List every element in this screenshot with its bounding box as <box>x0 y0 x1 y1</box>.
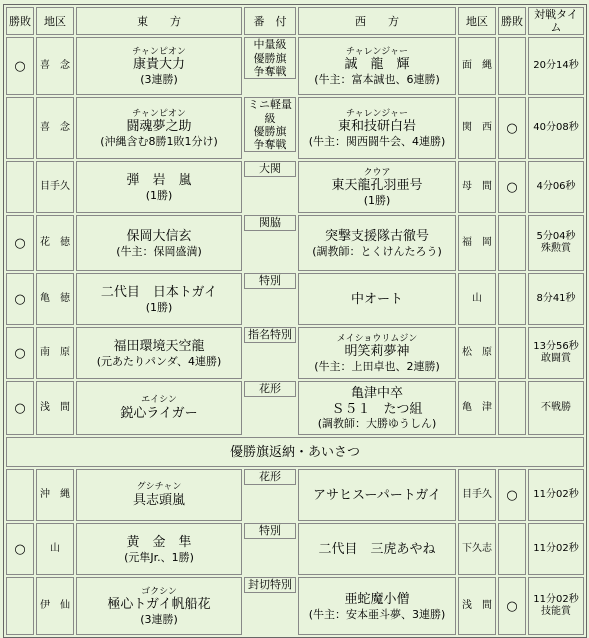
east-region: 花 徳 <box>36 215 74 271</box>
bout-row <box>6 327 584 379</box>
east-bull <box>76 215 242 271</box>
west-region: 福 岡 <box>458 215 496 271</box>
west-bull <box>298 381 456 435</box>
bout-row <box>6 273 584 325</box>
rank: 封切特別 <box>244 577 296 592</box>
west-ruby: チャレンジャー <box>345 108 409 119</box>
east-result <box>6 577 34 635</box>
east-name: 保岡大信玄 <box>126 228 192 244</box>
west-bull <box>298 215 456 271</box>
east-record: (元隼Jr.、1勝) <box>124 550 194 564</box>
east-ruby: チャンピオン <box>132 46 186 57</box>
east-region: 亀 徳 <box>36 273 74 325</box>
west-result: ○ <box>498 577 526 635</box>
west-record: (牛主：上田卓也、2連勝) <box>314 359 440 373</box>
west-name: 二代目 三虎あやね <box>318 541 436 557</box>
west-result: ○ <box>498 469 526 521</box>
west-name: アサヒスーパートガイ <box>313 487 441 503</box>
east-region: 浅 間 <box>36 381 74 435</box>
bout-time: 4分06秒 <box>528 161 584 213</box>
section-row <box>6 437 584 467</box>
west-bull <box>298 161 456 213</box>
bout-time: 5分04秒 殊勲賞 <box>528 215 584 271</box>
east-bull <box>76 327 242 379</box>
rank: 特別 <box>244 523 296 538</box>
bout-time: 8分41秒 <box>528 273 584 325</box>
west-bull <box>298 469 456 521</box>
east-region: 南 原 <box>36 327 74 379</box>
west-region: 松 原 <box>458 327 496 379</box>
column-header: 番 付 <box>244 7 296 35</box>
west-region: 関 西 <box>458 97 496 159</box>
west-region: 山 <box>458 273 496 325</box>
west-bull <box>298 37 456 95</box>
bout-time: 11分02秒 <box>528 523 584 575</box>
rank: 花形 <box>244 381 296 396</box>
column-header: 地区 <box>36 7 74 35</box>
east-region: 喜 念 <box>36 97 74 159</box>
east-record: (1勝) <box>145 300 173 314</box>
east-result: ○ <box>6 37 34 95</box>
east-bull <box>76 577 242 635</box>
west-region: 亀 津 <box>458 381 496 435</box>
bout-time: 13分56秒 敢闘賞 <box>528 327 584 379</box>
bout-time: 11分02秒 <box>528 469 584 521</box>
west-result <box>498 37 526 95</box>
column-header: 東 方 <box>76 7 242 35</box>
west-region: 浅 間 <box>458 577 496 635</box>
rank: 中量級 優勝旗 争奪戦 <box>244 37 296 79</box>
rank: 関脇 <box>244 215 296 230</box>
bout-row <box>6 577 584 635</box>
bout-time: 20分14秒 <box>528 37 584 95</box>
west-result <box>498 381 526 435</box>
west-bull <box>298 273 456 325</box>
east-name: 黄 金 隼 <box>126 534 192 550</box>
column-header: 勝敗 <box>498 7 526 35</box>
section-title: 優勝旗返納・あいさつ <box>6 437 584 467</box>
east-bull <box>76 469 242 521</box>
west-region: 下久志 <box>458 523 496 575</box>
bout-time: 不戦勝 <box>528 381 584 435</box>
east-result: ○ <box>6 273 34 325</box>
header-row <box>6 7 584 35</box>
west-bull <box>298 577 456 635</box>
bout-table <box>3 4 587 638</box>
west-ruby: チャレンジャー <box>345 46 409 57</box>
east-record: (3連勝) <box>140 612 178 626</box>
east-bull <box>76 97 242 159</box>
west-result <box>498 215 526 271</box>
east-bull <box>76 381 242 435</box>
east-result <box>6 97 34 159</box>
west-bull <box>298 97 456 159</box>
west-record: (1勝) <box>363 193 391 207</box>
east-record: (沖縄含む8勝1敗1分け) <box>100 134 218 148</box>
west-result <box>498 273 526 325</box>
east-result: ○ <box>6 327 34 379</box>
east-region: 喜 念 <box>36 37 74 95</box>
east-name: 二代目 日本トガイ <box>100 284 218 300</box>
west-region: 目手久 <box>458 469 496 521</box>
east-region: 伊 仙 <box>36 577 74 635</box>
east-result: ○ <box>6 523 34 575</box>
east-record: (元あたりパンダ、4連勝) <box>96 354 222 368</box>
rank: 指名特別 <box>244 327 296 342</box>
east-region: 山 <box>36 523 74 575</box>
column-header: 対戦タイム <box>528 7 584 35</box>
west-ruby: メイショウリムジン <box>336 333 418 344</box>
rank: 大関 <box>244 161 296 176</box>
east-ruby: ゴクシン <box>141 586 177 597</box>
east-name: 極心トガイ帆船花 <box>107 597 211 613</box>
east-ruby: グシチャン <box>136 482 182 493</box>
west-record: (調教師：とくけんたろう) <box>312 244 442 258</box>
east-bull <box>76 523 242 575</box>
bout-time: 40分08秒 <box>528 97 584 159</box>
bout-row <box>6 97 584 159</box>
east-record: (牛主：保岡盛満) <box>116 244 202 258</box>
bout-row <box>6 161 584 213</box>
east-name: 福田環境天空龍 <box>113 338 205 354</box>
west-name: 誠 龍 輝 <box>344 57 410 73</box>
west-result: ○ <box>498 161 526 213</box>
west-result: ○ <box>498 97 526 159</box>
west-name: 明笑莉夢神 <box>344 344 410 360</box>
east-result: ○ <box>6 215 34 271</box>
east-record: (1勝) <box>145 188 173 202</box>
east-result <box>6 469 34 521</box>
west-result <box>498 523 526 575</box>
east-region: 沖 縄 <box>36 469 74 521</box>
east-bull <box>76 37 242 95</box>
east-result: ○ <box>6 381 34 435</box>
west-region: 面 縄 <box>458 37 496 95</box>
bout-time: 11分02秒 技能賞 <box>528 577 584 635</box>
east-ruby: チャンピオン <box>132 108 186 119</box>
west-ruby: クウア <box>363 167 391 178</box>
west-name: 中オート <box>350 291 403 307</box>
bout-row <box>6 37 584 95</box>
east-bull <box>76 273 242 325</box>
west-name: 突撃支援隊古徹号 <box>324 228 429 244</box>
west-name: 東和技研白岩 <box>337 119 416 135</box>
east-bull <box>76 161 242 213</box>
west-bull <box>298 523 456 575</box>
rank: 花形 <box>244 469 296 484</box>
west-record: (調教師：大勝ゆうしん) <box>317 417 437 431</box>
column-header: 勝敗 <box>6 7 34 35</box>
west-name: 東天龍孔羽亜号 <box>331 178 423 194</box>
east-region: 目手久 <box>36 161 74 213</box>
east-name: 弾 岩 嵐 <box>126 172 192 188</box>
bout-row <box>6 469 584 521</box>
west-name: 亀津中卒 Ｓ５１ たつ組 <box>331 386 423 417</box>
column-header: 西 方 <box>298 7 456 35</box>
rank: ミニ軽量級 優勝旗 争奪戦 <box>244 97 296 152</box>
west-record: (牛主：富本誠也、6連勝) <box>314 72 440 86</box>
west-result <box>498 327 526 379</box>
column-header: 地区 <box>458 7 496 35</box>
east-result <box>6 161 34 213</box>
east-name: 闘魂夢之助 <box>126 119 192 135</box>
west-name: 亜蛇魔小僧 <box>344 591 410 607</box>
west-bull <box>298 327 456 379</box>
bout-row <box>6 215 584 271</box>
bout-row <box>6 523 584 575</box>
bout-row <box>6 381 584 435</box>
east-record: (3連勝) <box>140 72 178 86</box>
west-region: 母 間 <box>458 161 496 213</box>
east-name: 康貴大力 <box>132 57 185 73</box>
west-record: (牛主：安本亜斗夢、3連勝) <box>308 607 446 621</box>
east-name: 鋭心ライガー <box>120 405 198 421</box>
west-record: (牛主：関西闘牛会、4連勝) <box>308 134 446 148</box>
east-ruby: エイシン <box>141 395 177 406</box>
rank: 特別 <box>244 273 296 288</box>
east-name: 具志頭嵐 <box>132 492 185 508</box>
